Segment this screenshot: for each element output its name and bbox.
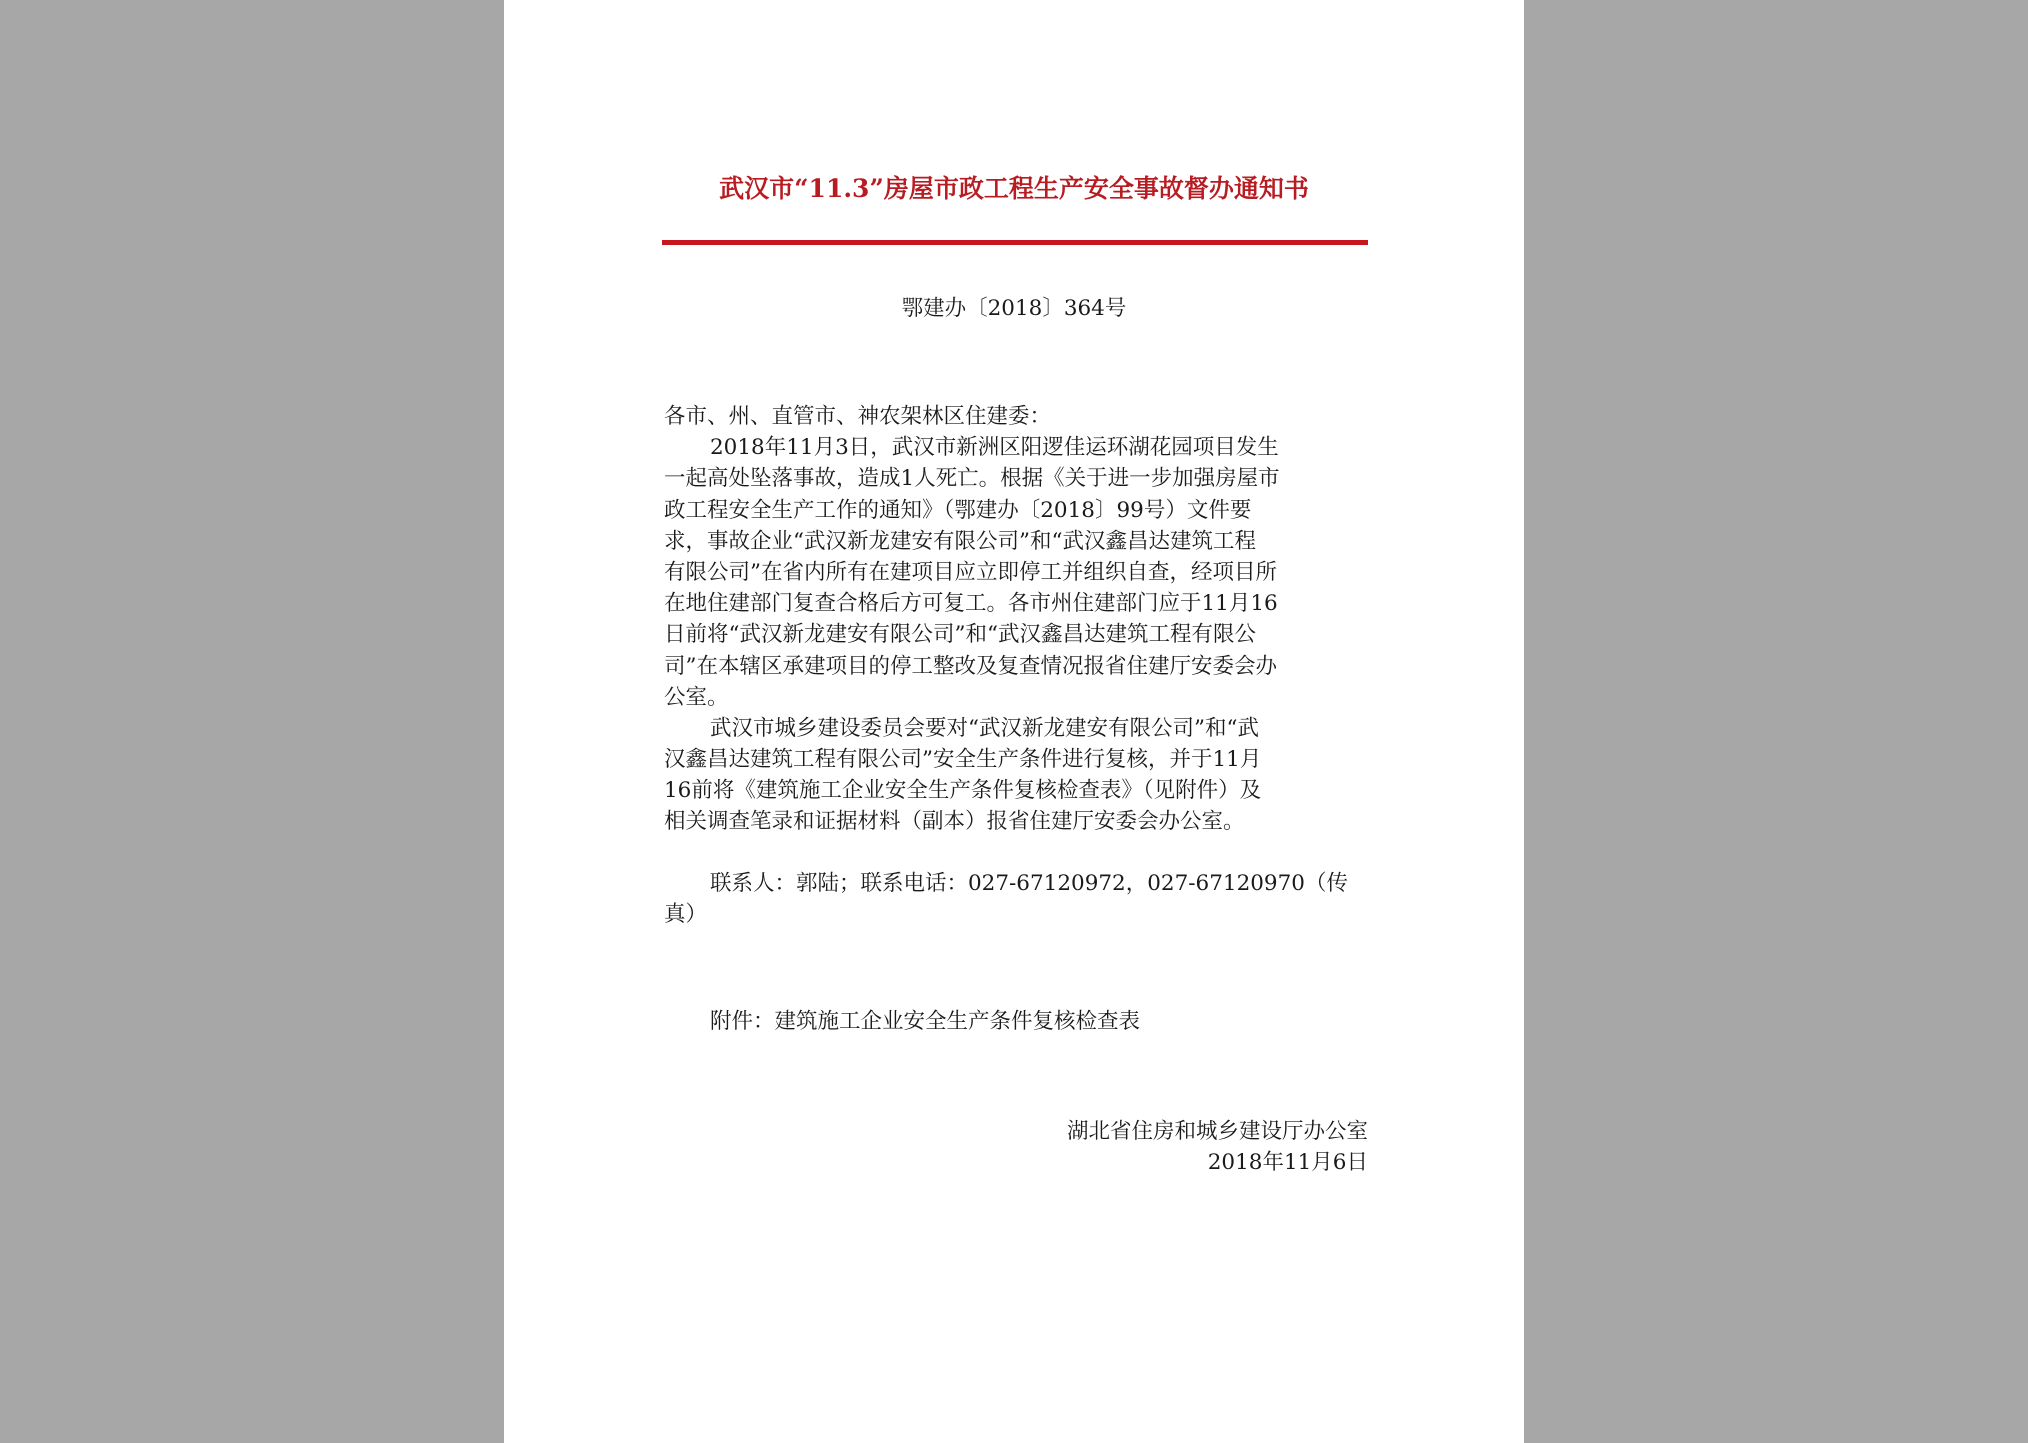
red-header-rule [662,240,1368,245]
paragraph1-line: 公室。 [664,684,729,710]
salutation: 各市、州、直管市、神农架林区住建委： [664,404,1052,429]
paragraph1-line: 在地住建部门复查合格后方可复工。各市州住建部门应于11月16 [664,591,1278,617]
paragraph1-line: 司”在本辖区承建项目的停工整改及复查情况报省住建厅安委会办 [664,653,1277,679]
issuer-name: 湖北省住房和城乡建设厅办公室 [1066,1119,1368,1144]
issue-date: 2018年11月6日 [1207,1150,1368,1176]
paragraph2-line: 汉鑫昌达建筑工程有限公司”安全生产条件进行复核，并于11月 [664,747,1262,773]
contact-info [664,868,1364,930]
paragraph1-line: 有限公司”在省内所有在建项目应立即停工并组织自查，经项目所 [664,559,1277,585]
paragraph2-line: 16前将《建筑施工企业安全生产条件复核检查表》（见附件）及 [664,778,1262,804]
paragraph1-line: 2018年11月3日，武汉市新洲区阳逻佳运环湖花园项目发生 [710,435,1279,461]
document-number: 鄂建办〔2018〕364号 [901,296,1127,321]
paragraph2-line: 武汉市城乡建设委员会要对“武汉新龙建安有限公司”和“武 [710,715,1259,741]
signature-block [1067,1116,1368,1178]
paragraph1-line: 日前将“武汉新龙建安有限公司”和“武汉鑫昌达建筑工程有限公 [664,622,1256,648]
document-title: 武汉市“11.3”房屋市政工程生产安全事故督办通知书 [719,174,1309,203]
paragraph2-line: 相关调查笔录和证据材料（副本）报省住建厅安委会办公室。 [664,809,1245,835]
paragraph1-line: 一起高处坠落事故，造成1人死亡。根据《关于进一步加强房屋市 [664,466,1280,492]
paragraph1-line: 求，事故企业“武汉新龙建安有限公司”和“武汉鑫昌达建筑工程 [664,528,1256,554]
document-body [664,401,1364,838]
paragraph1-line: 政工程安全生产工作的通知》（鄂建办〔2018〕99号）文件要 [664,497,1252,523]
document-page [504,0,1524,1443]
contact-line: 真） [664,902,708,928]
attachment-note: 附件：建筑施工企业安全生产条件复核检查表 [710,1009,1141,1034]
contact-line: 联系人：郭陆；联系电话：027-67120972，027-67120970（传 [710,871,1348,896]
